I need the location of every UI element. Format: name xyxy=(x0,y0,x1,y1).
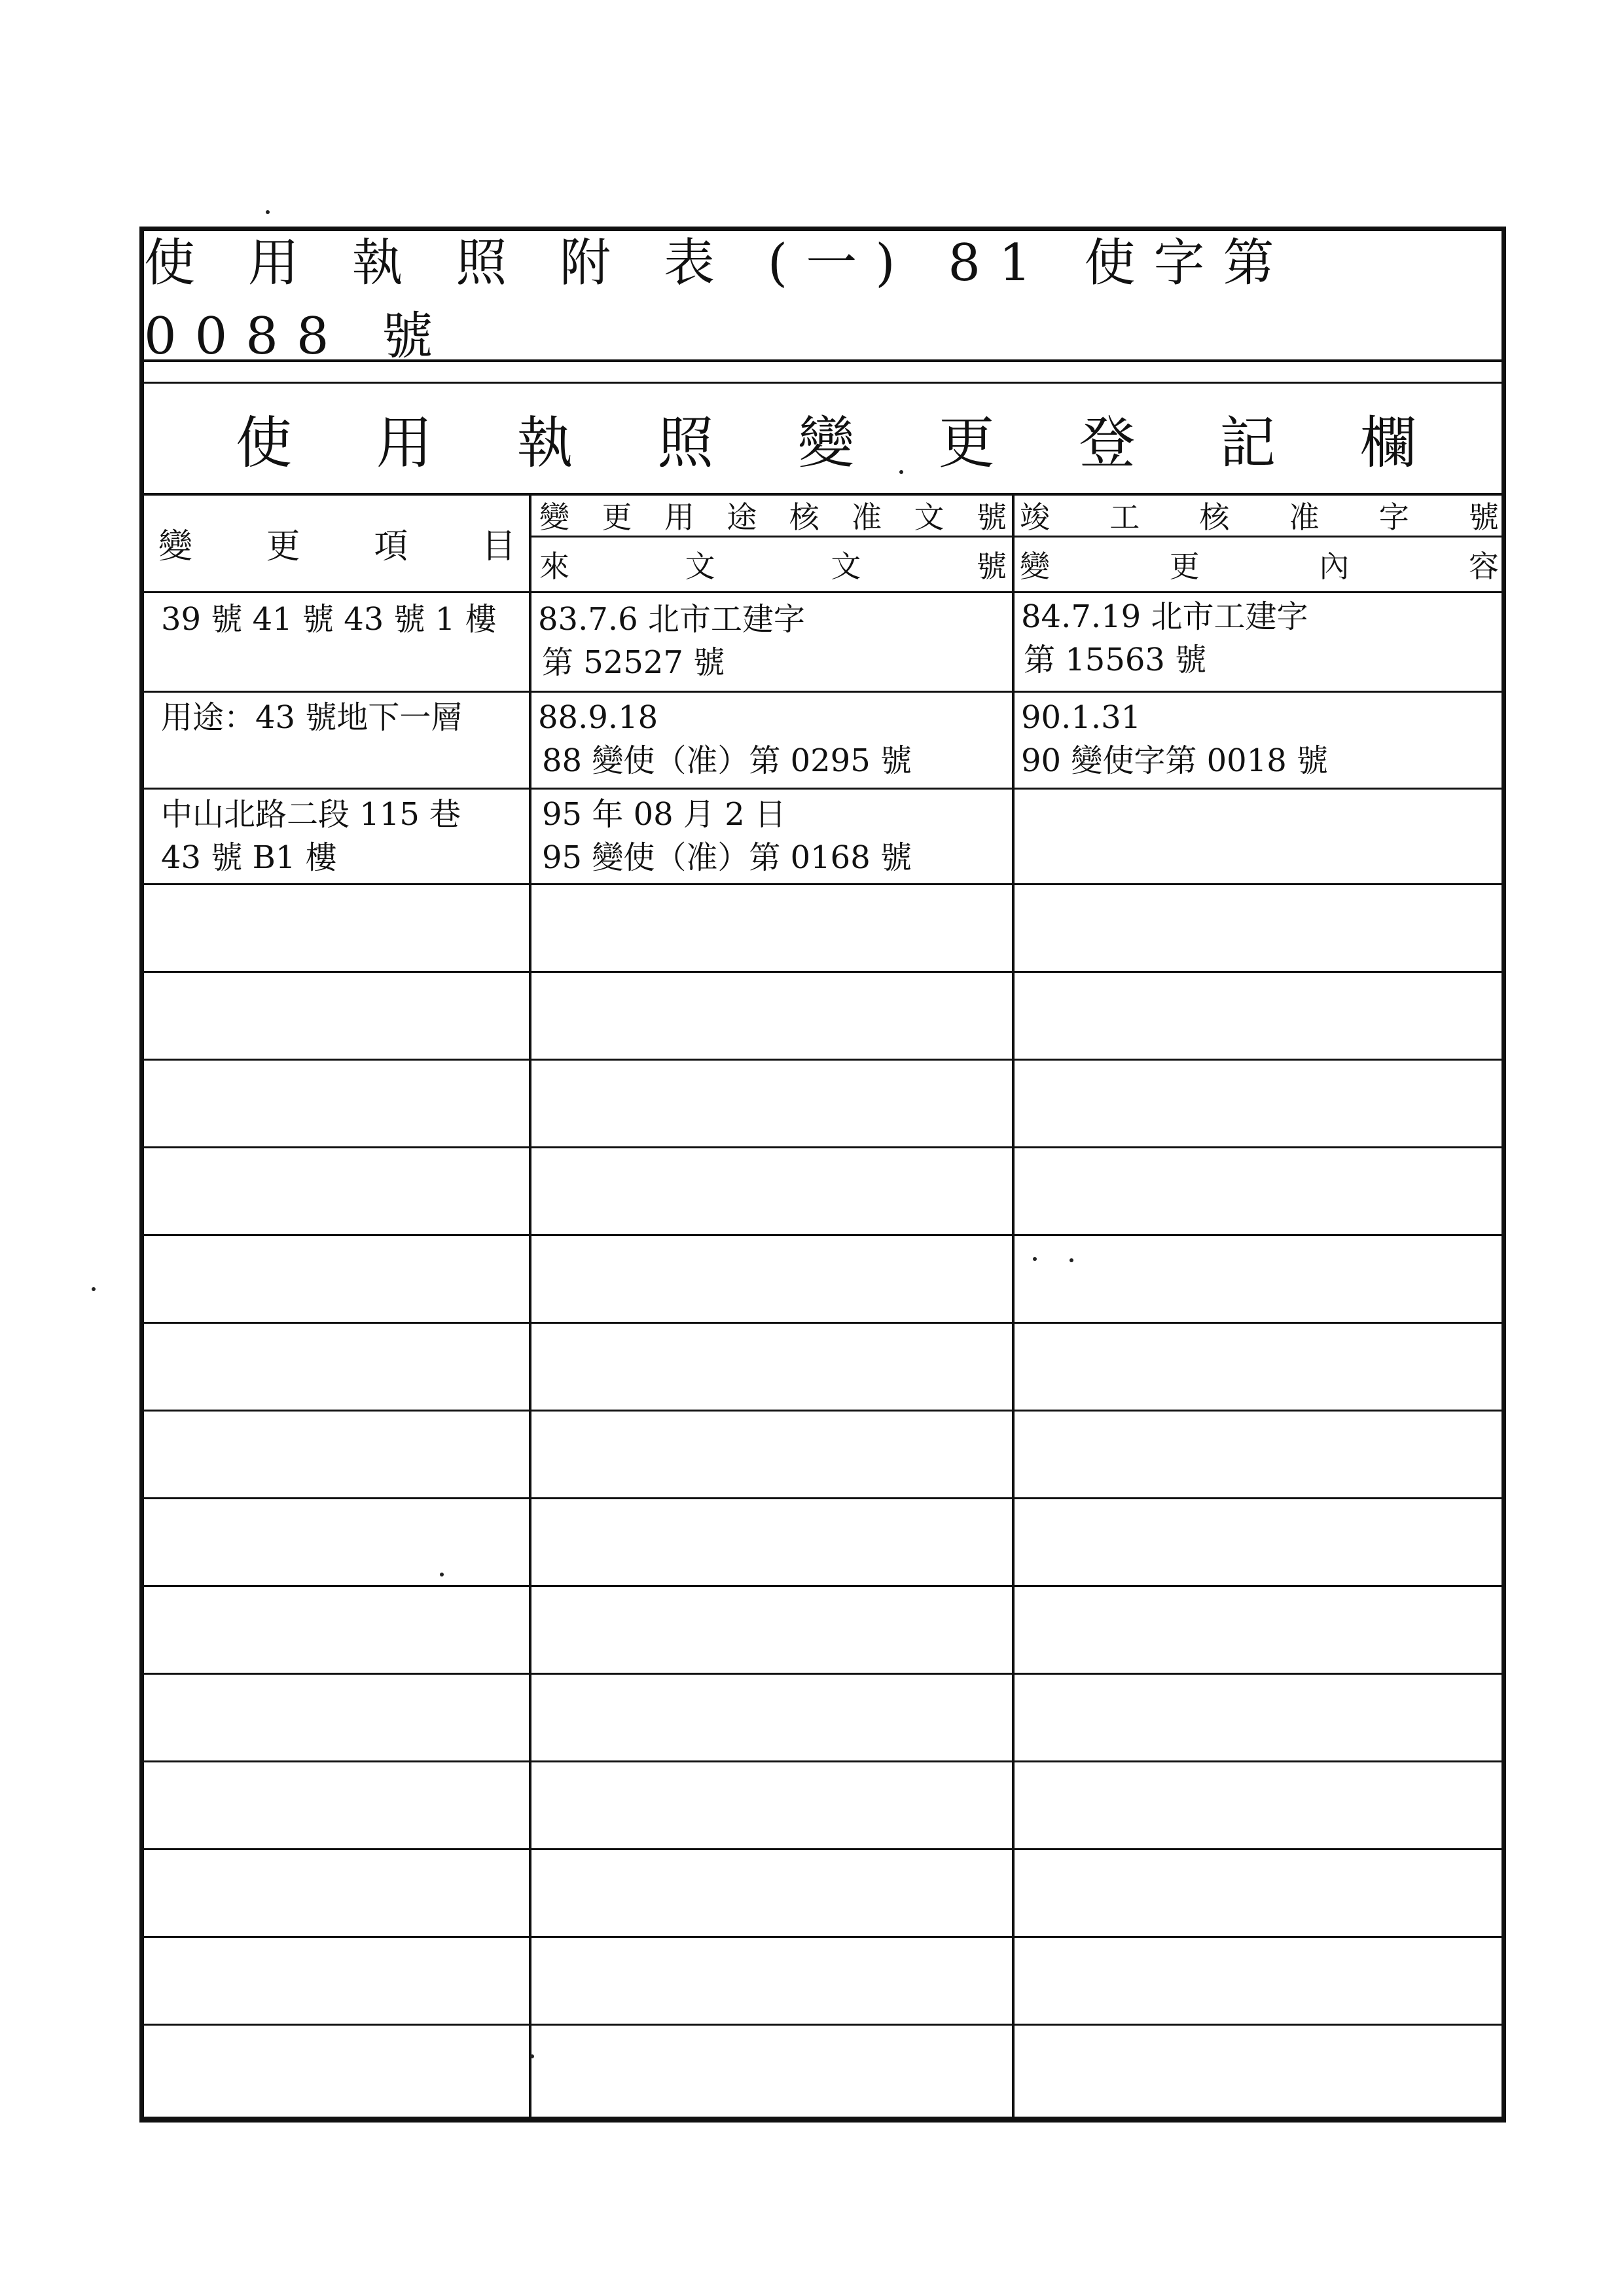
header-change-content: 變 更 內 容 xyxy=(1020,549,1499,584)
column-divider xyxy=(1012,494,1015,2117)
row-divider xyxy=(144,1497,1501,1499)
row-divider xyxy=(144,2024,1501,2026)
subtitle-char: 執 xyxy=(516,410,573,476)
scan-speck xyxy=(1033,1257,1037,1261)
row2-item: 用途：43 號地下一層 xyxy=(161,699,463,736)
row-divider xyxy=(144,1059,1501,1061)
row1-approval: 84.7.19 北市工建字 第 15563 號 xyxy=(1021,598,1308,678)
subtitle-char: 變 xyxy=(798,410,854,476)
row-divider xyxy=(144,1322,1501,1324)
row-divider xyxy=(144,1585,1501,1587)
scan-speck xyxy=(266,210,270,214)
row2-approval: 90.1.31 90 變使字第 0018 號 xyxy=(1021,699,1329,779)
scan-speck xyxy=(899,470,903,474)
row-divider xyxy=(144,1673,1501,1675)
registration-table xyxy=(139,227,1506,2123)
scan-speck xyxy=(530,2054,534,2058)
title-row xyxy=(144,231,1501,366)
row-divider xyxy=(144,1234,1501,1236)
header-divider xyxy=(144,591,1501,593)
row-divider xyxy=(144,1146,1501,1148)
row3-item: 中山北路二段 115 巷 43 號 B1 樓 xyxy=(161,796,461,876)
row-divider xyxy=(144,691,1501,693)
page-title: 使 用 執 照 附 表 (一) 81 使字第 0088 號 xyxy=(144,234,1293,366)
row1-doc: 83.7.6 北市工建字 第 52527 號 xyxy=(538,601,805,681)
header-change-item: 變 更 項 目 xyxy=(158,526,516,566)
subtitle-char: 用 xyxy=(376,410,433,476)
row1-item: 39 號 41 號 43 號 1 樓 xyxy=(161,601,497,638)
row-divider xyxy=(144,1848,1501,1850)
subtitle-char: 更 xyxy=(938,410,995,476)
subtitle-row xyxy=(144,383,1501,493)
header-usage-change-approval-no: 變 更 用 途 核 准 文 號 xyxy=(539,500,1007,535)
scan-speck xyxy=(1070,1258,1073,1262)
row3-doc: 95 年 08 月 2 日 95 變使（准）第 0168 號 xyxy=(542,796,912,876)
row-divider xyxy=(144,1936,1501,1938)
subtitle-char: 照 xyxy=(657,410,714,476)
subtitle-char: 登 xyxy=(1079,410,1136,476)
scan-speck xyxy=(440,1573,444,1576)
row2-doc: 88.9.18 88 變使（准）第 0295 號 xyxy=(538,699,912,779)
scan-speck xyxy=(92,1287,96,1291)
row-divider xyxy=(144,883,1501,885)
row-divider xyxy=(144,971,1501,973)
subtitle-char: 欄 xyxy=(1360,410,1416,476)
row-divider xyxy=(144,1760,1501,1762)
divider xyxy=(144,359,1501,362)
header-completion-approval-no: 竣 工 核 准 字 號 xyxy=(1020,500,1499,535)
column-divider xyxy=(529,494,531,2117)
row-divider xyxy=(144,1410,1501,1412)
row-divider xyxy=(144,788,1501,790)
subtitle-char: 使 xyxy=(236,410,292,476)
header-incoming-doc-no: 來 文 文 號 xyxy=(539,549,1007,584)
subtitle-char: 記 xyxy=(1219,410,1276,476)
